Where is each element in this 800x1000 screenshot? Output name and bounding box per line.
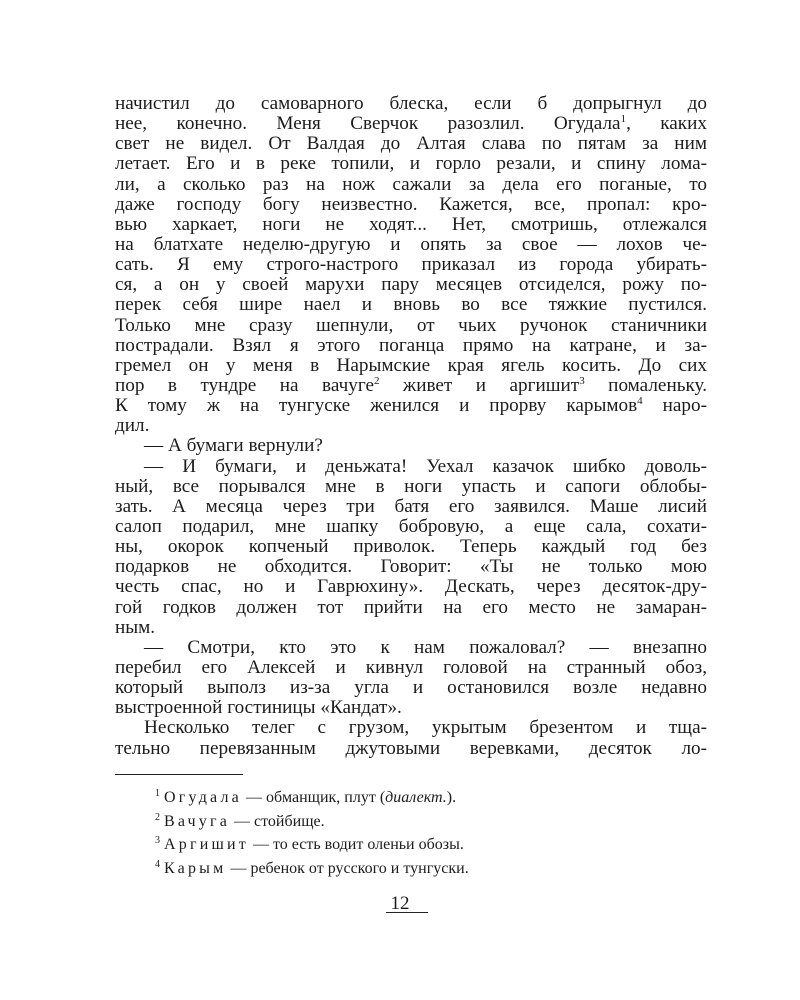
text-line: Только мне сразу шепнули, от чьих ручонок станичники (115, 314, 707, 336)
text-line: свет не видел. От Валдая до Алтая слава по пятам за ним (115, 133, 707, 155)
text-line: ся, а он у своей марухи пару месяцев отсиделся, рожу по- (115, 274, 707, 296)
text-line: начистил до самоварного блеска, если б допрыгнул до (115, 93, 707, 114)
footnote-ref: 1 (620, 113, 627, 126)
text-line: зать. А месяца через три батя его заявился. Маше лисий (115, 495, 707, 517)
footnote-ref: 4 (637, 395, 643, 408)
text-line: пор в тундре на вачуге$^2$ живет и аргишит$^3$ помаленьку. (115, 374, 707, 396)
text-line: ным. (115, 616, 156, 638)
body-text (115, 94, 707, 759)
footnotes (155, 786, 695, 880)
footnote: $^3$ Аргишит — то есть водит оленьи обозы. (155, 835, 464, 853)
text-line: сать. Я ему строго-настрого приказал из города убирать- (115, 254, 707, 276)
text-line: ли, а сколько раз на нож сажали за дела его поганые, то (115, 173, 707, 195)
page-number-underline (386, 912, 428, 913)
text-line: гой годков должен тот прийти на его место не замаран- (115, 596, 707, 618)
text-line: тельно перевязанным джутовыми веревками, десяток ло- (115, 737, 707, 759)
text-line: на блатхате неделю-другую и опять за свое — лохов че- (115, 233, 707, 255)
text-line: даже господу богу неизвестно. Кажется, все, пропал: кро- (115, 193, 707, 215)
footnote-ref: 2 (373, 374, 380, 387)
text-line: нее, конечно. Меня Сверчок разозлил. Огудала$^1$, каких (115, 113, 707, 135)
text-line: — Смотри, кто это к нам пожаловал? — внезапно (144, 636, 707, 658)
text-line: перек себя шире наел и вновь во все тяжкие пустился. (115, 294, 707, 316)
footnote: $^1$ Огудала — обманщик, плут (диалект.). (155, 788, 457, 806)
text-line: Несколько телег с грузом, укрытым брезентом и тща- (144, 717, 707, 739)
text-line: салоп подарил, мне шапку бобровую, а еще сала, сохати- (115, 515, 707, 537)
text-line: ны, окорок копченый приволок. Теперь каждый год без (115, 536, 707, 558)
text-line: К тому ж на тунгуске женился и прорву карымов$^4$ наро- (115, 395, 707, 417)
text-line: вью харкает, ноги не ходят... Нет, смотришь, отлежался (115, 213, 707, 235)
text-line: который выполз из-за угла и остановился возле недавно (115, 677, 707, 699)
text-line: пострадали. Взял я этого поганца прямо на катране, и за- (115, 334, 707, 356)
footnote: $^4$ Карым — ребенок от русского и тунгуски. (155, 858, 469, 877)
text-line: ный, все порывался мне в ноги упасть и сапоги облобы- (115, 475, 707, 497)
text-line: — И бумаги, и деньжата! Уехал казачок шибко доволь- (144, 455, 707, 477)
footnote: $^2$ Вачуга — стойбище. (155, 811, 325, 830)
text-line: выстроенной гостиницы «Кандат». (115, 697, 402, 719)
text-line: дил. (115, 415, 150, 437)
footnote-ref: 3 (579, 374, 585, 387)
text-line: летает. Его и в реке топили, и горло резали, и спину лома- (115, 153, 707, 175)
text-line: честь спас, но и Гаврюхину». Дескать, через десяток-дру- (115, 576, 707, 598)
text-line: — А бумаги вернули? (144, 435, 323, 457)
text-line: гремел он у меня в Нарымские края ягель косить. До сих (115, 354, 707, 376)
text-line: подарков не обходится. Говорит: «Ты не только мою (115, 556, 707, 578)
footnote-separator (115, 774, 243, 775)
text-line: перебил его Алексей и кивнул головой на странный обоз, (115, 656, 707, 678)
page-number: 12 (390, 893, 410, 914)
